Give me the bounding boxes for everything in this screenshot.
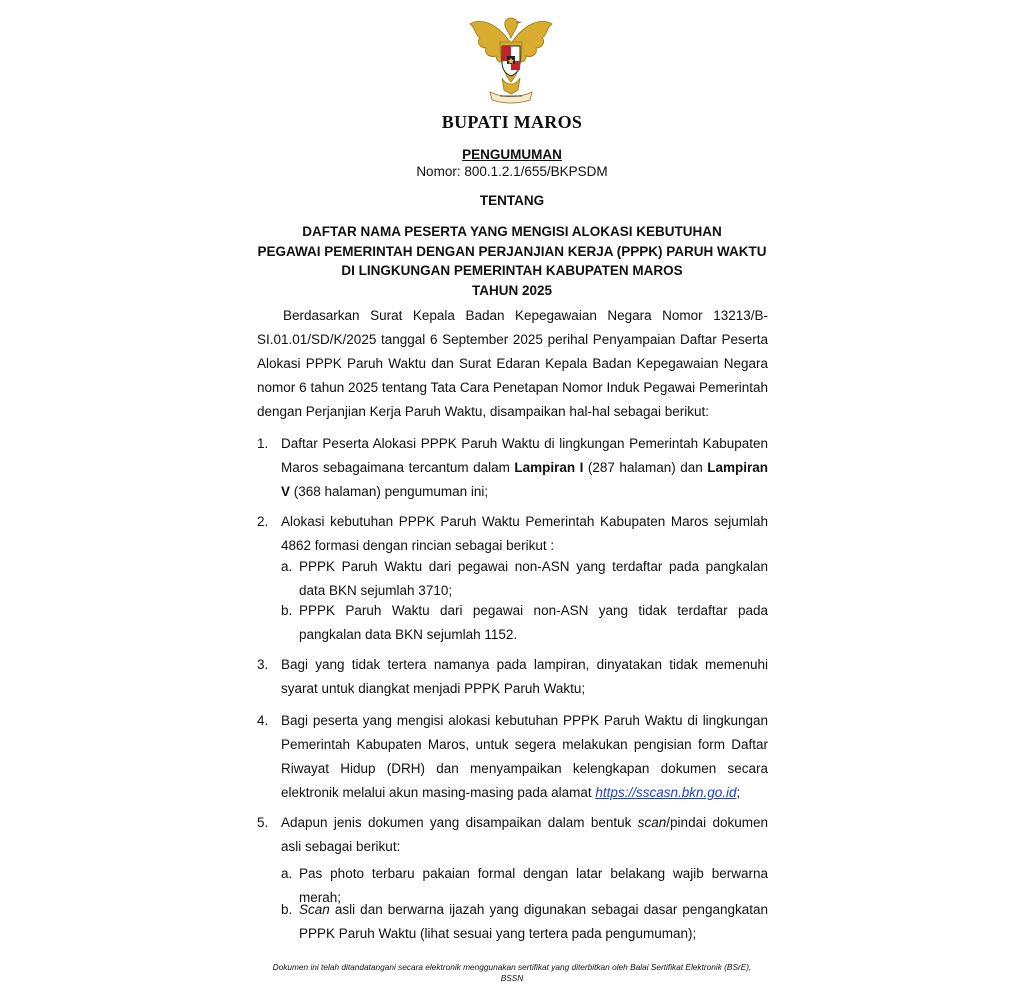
intro-paragraph xyxy=(257,304,768,424)
subject-line: TAHUN 2025 xyxy=(471,282,553,298)
sscasn-link[interactable]: https://sscasn.bkn.go.id xyxy=(595,785,737,800)
list-item-3 xyxy=(257,653,768,701)
about-heading: TENTANG xyxy=(479,193,545,208)
issuing-official: BUPATI MAROS xyxy=(441,112,583,132)
sub-item-5b xyxy=(281,898,768,946)
list-item-1 xyxy=(257,432,768,504)
list-item-4 xyxy=(257,709,768,805)
e-signature-footer xyxy=(0,962,1024,984)
sub-item-letter: a. xyxy=(281,866,293,881)
attachment-ref: Lampiran V xyxy=(281,460,769,499)
item-text: Bagi peserta yang mengisi alokasi kebutuhan PPPK Paruh Waktu di lingkungan Pemerintah Kabupaten Maros, untuk segera melakukan pengisian form Daftar Riwayat Hidup (DRH) dan menyampaikan kelengkapan dokumen secara elektronik melalui akun masing-masing pada alamat https://sscasn.bkn.go.id; xyxy=(281,713,768,800)
item-number: 5. xyxy=(257,815,269,830)
footer-line: BSSN xyxy=(500,973,524,983)
subject-line: DI LINGKUNGAN PEMERINTAH KABUPATEN MAROS xyxy=(341,263,683,278)
sub-item-text: PPPK Paruh Waktu dari pegawai non-ASN yang tidak terdaftar pada pangkalan data BKN sejumlah 1152. xyxy=(299,603,768,642)
list-item-2 xyxy=(257,510,768,558)
item-number: 4. xyxy=(257,713,269,728)
item-number: 2. xyxy=(257,514,269,529)
item-text: Adapun jenis dokumen yang disampaikan dalam bentuk scan/pindai dokumen asli sebagai berikut: xyxy=(281,815,768,854)
subject-line: PEGAWAI PEMERINTAH DENGAN PERJANJIAN KERJA (PPPK) PARUH WAKTU xyxy=(257,243,767,259)
document-number: Nomor: 800.1.2.1/655/BKPSDM xyxy=(416,164,608,179)
sub-item-text: PPPK Paruh Waktu dari pegawai non-ASN yang terdaftar pada pangkalan data BKN sejumlah 3710; xyxy=(299,559,768,598)
sub-item-letter: b. xyxy=(281,603,293,618)
attachment-ref: Lampiran I xyxy=(514,460,584,475)
footer-line: Dokumen ini telah ditandatangani secara elektronik menggunakan sertifikat yang diterbitkan oleh Balai Sertifikat Elektronik (BSrE), xyxy=(272,962,752,972)
document-subject xyxy=(0,222,1024,300)
sub-item-text: Pas photo terbaru pakaian formal dengan latar belakang wajib berwarna merah; xyxy=(299,866,768,905)
sub-item-letter: a. xyxy=(281,559,293,574)
item-text: Alokasi kebutuhan PPPK Paruh Waktu Pemerintah Kabupaten Maros sejumlah 4862 formasi dengan rincian sebagai berikut : xyxy=(281,514,768,553)
sub-item-text: Scan asli dan berwarna ijazah yang digunakan sebagai dasar pengangkatan PPPK Paruh Waktu (lihat sesuai yang tertera pada pengumuman); xyxy=(299,902,768,941)
subject-line: DAFTAR NAMA PESERTA YANG MENGISI ALOKASI KEBUTUHAN xyxy=(302,224,722,239)
item-number: 3. xyxy=(257,657,269,672)
item-number: 1. xyxy=(257,436,269,451)
item-text: Bagi yang tidak tertera namanya pada lampiran, dinyatakan tidak memenuhi syarat untuk diangkat menjadi PPPK Paruh Waktu; xyxy=(281,657,768,696)
sub-item-2a xyxy=(281,555,768,603)
item-text: Daftar Peserta Alokasi PPPK Paruh Waktu di lingkungan Pemerintah Kabupaten Maros sebagaimana tercantum dalam Lampiran I (287 halaman) dan Lampiran V (368 halaman) pengumuman ini; xyxy=(281,436,769,499)
list-item-5 xyxy=(257,811,768,859)
document-type: PENGUMUMAN xyxy=(462,147,562,162)
garuda-emblem-icon xyxy=(466,12,556,104)
intro-text: Berdasarkan Surat Kepala Badan Kepegawaian Negara Nomor 13213/B-SI.01.01/SD/K/2025 tanggal 6 September 2025 perihal Penyampaian Daftar Peserta Alokasi PPPK Paruh Waktu dan Surat Edaran Kepala Badan Kepegawaian Negara nomor 6 tahun 2025 tentang Tata Cara Penetapan Nomor Induk Pegawai Pemerintah dengan Perjanjian Kerja Paruh Waktu, disampaikan hal-hal sebagai berikut: xyxy=(257,308,768,419)
sub-item-2b xyxy=(281,599,768,647)
sub-item-letter: b. xyxy=(281,902,293,917)
